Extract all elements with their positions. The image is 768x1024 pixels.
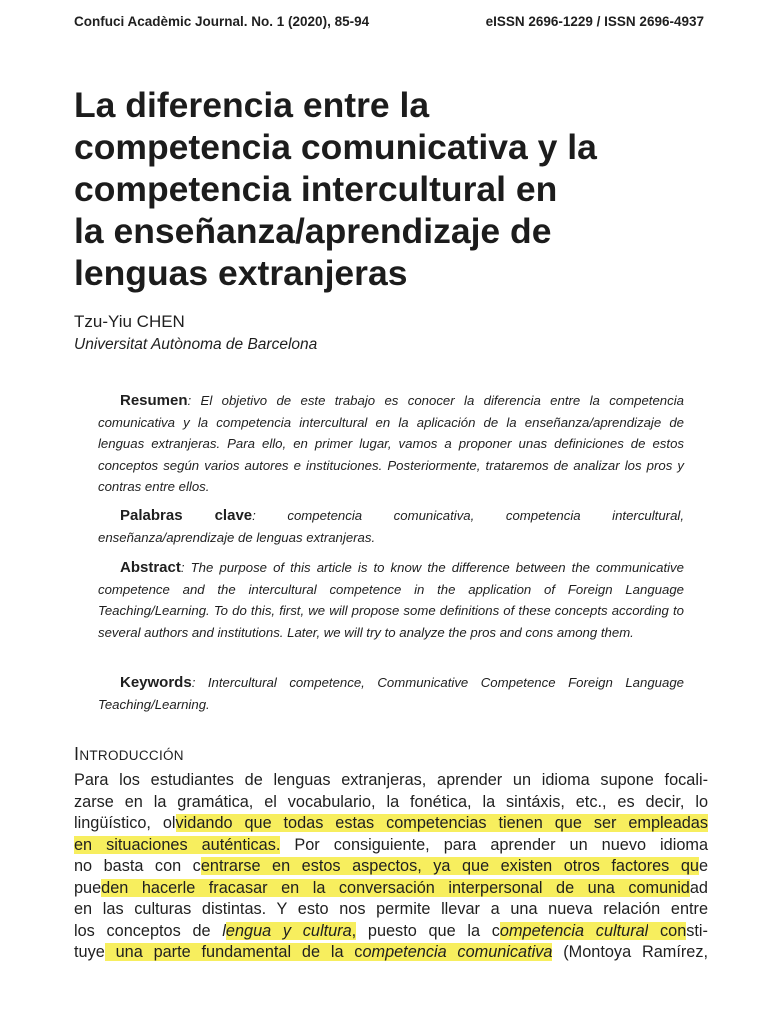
text-run: tuye bbox=[74, 943, 105, 961]
highlight: con bbox=[648, 921, 687, 940]
highlight: una parte fundamental de la c bbox=[104, 943, 363, 961]
text-run: Por consiguiente, para aprender un nuevo idioma bbox=[280, 835, 708, 854]
abstract-label: Abstract bbox=[120, 559, 181, 576]
body-line bbox=[74, 942, 708, 964]
palabras-clave-paragraph bbox=[98, 505, 684, 548]
body-line bbox=[74, 921, 708, 943]
keywords-text: : Intercultural competence, Communicative Competence Foreign Language Teaching/Learning. bbox=[98, 675, 684, 712]
title-line: competencia intercultural en bbox=[74, 169, 558, 209]
body-paragraph bbox=[74, 770, 708, 964]
text-run: ad bbox=[689, 878, 708, 897]
title-line: La diferencia entre la bbox=[74, 85, 430, 125]
text-run: e bbox=[698, 857, 708, 875]
article-title bbox=[74, 84, 714, 294]
palabras-clave-text: : competencia comunicativa, competencia intercultural, enseñanza/aprendizaje de lenguas extranjeras. bbox=[98, 508, 684, 545]
section-initial: I bbox=[74, 744, 80, 764]
text-run: no basta con c bbox=[74, 857, 201, 875]
text-run: puesto que la c bbox=[356, 921, 500, 940]
resumen-label: Resumen bbox=[120, 392, 188, 409]
body-line bbox=[74, 878, 708, 900]
resumen-paragraph bbox=[98, 390, 684, 498]
highlight: vidando que todas estas competencias tienen que ser empleadas bbox=[175, 814, 708, 832]
text-run: l bbox=[222, 921, 226, 940]
highlight: ompetencia cultural bbox=[499, 921, 649, 940]
text-run: pue bbox=[74, 878, 102, 897]
highlight: den hacerle fracasar en la conversación interpersonal de una comunid bbox=[101, 878, 690, 897]
author-name: Tzu-Yiu CHEN bbox=[74, 312, 185, 331]
highlight: engua y cultura bbox=[225, 921, 352, 940]
keywords-paragraph bbox=[98, 672, 684, 715]
body-line: zarse en la gramática, el vocabulario, la fonética, la sintáxis, etc., es decir, lo bbox=[74, 792, 708, 811]
palabras-clave-label: Palabras clave bbox=[120, 507, 253, 524]
text-run: sti- bbox=[686, 921, 708, 940]
title-line: lenguas extranjeras bbox=[74, 253, 408, 293]
title-line: la enseñanza/aprendizaje de bbox=[74, 211, 552, 251]
section-heading-introduccion bbox=[74, 744, 184, 765]
resumen-text: : El objetivo de este trabajo es conocer la diferencia entre la competencia comunicativa y la competencia intercultural en la aplicación de la enseñanza/aprendizaje de lenguas extranjeras. Para ello, en primer lugar, vamos a proponer unas definiciones de estos conceptos según varios autores e instituciones. Posteriormente, trataremos de analizar los pros y contras entre ellos. bbox=[98, 393, 684, 494]
section-rest: NTRODUCCIÓN bbox=[79, 748, 184, 763]
abstract-text: : The purpose of this article is to know the difference between the communicative competence and the intercultural competence in the application of Foreign Language Teaching/Learning. To do this, first, we will propose some definitions of these concepts according to several authors and institutions. Later, we will try to analyze the pros and cons among them. bbox=[98, 560, 684, 640]
title-line: competencia comunicativa y la bbox=[74, 127, 597, 167]
author-affiliation: Universitat Autònoma de Barcelona bbox=[74, 336, 318, 353]
running-header bbox=[74, 14, 704, 34]
text-run: (Montoya Ramírez, bbox=[552, 943, 708, 961]
highlight: ompetencia comunicativa bbox=[362, 943, 553, 961]
highlight: en situaciones auténticas. bbox=[74, 835, 281, 854]
journal-citation: Confuci Acadèmic Journal. No. 1 (2020), 85-94 bbox=[74, 14, 370, 29]
body-line: en las culturas distintas. Y esto nos permite llevar a una nueva relación entre bbox=[74, 900, 708, 918]
body-line bbox=[74, 856, 708, 878]
highlight: entrarse en estos aspectos, ya que existen otros factores qu bbox=[200, 857, 699, 875]
body-line bbox=[74, 835, 708, 857]
text-run: los conceptos de bbox=[74, 921, 223, 940]
text-run: lingüístico, ol bbox=[74, 814, 176, 832]
highlight: , bbox=[351, 921, 357, 940]
abstract-paragraph bbox=[98, 557, 684, 643]
body-line: Para los estudiantes de lenguas extranjeras, aprender un idioma supone focali- bbox=[74, 771, 708, 789]
issn-label: eISSN 2696-1229 / ISSN 2696-4937 bbox=[485, 14, 704, 29]
keywords-label: Keywords bbox=[120, 674, 192, 691]
body-line bbox=[74, 813, 708, 835]
